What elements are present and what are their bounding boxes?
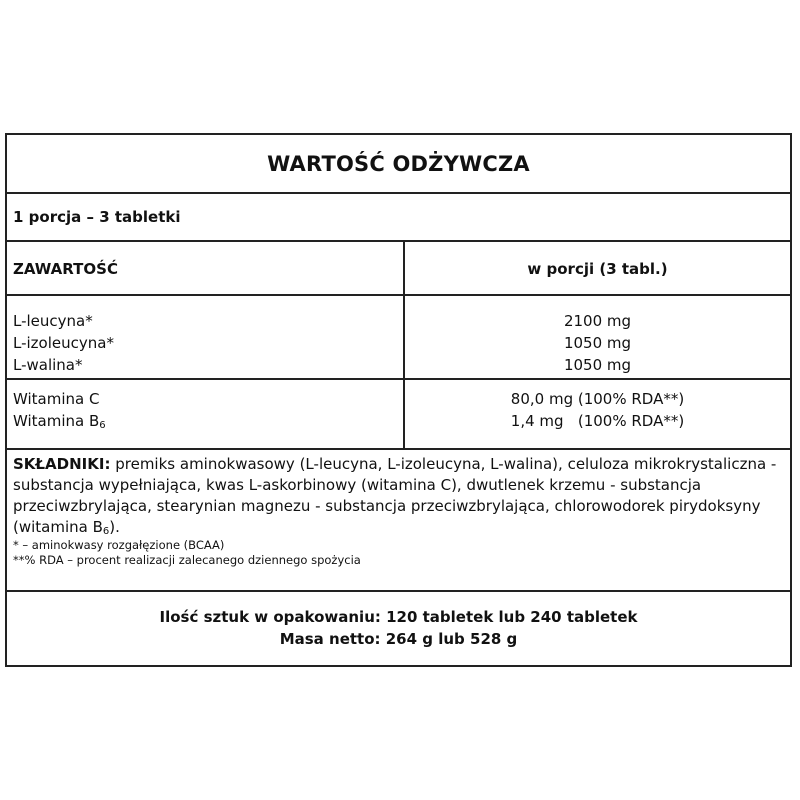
column-header-row — [7, 240, 790, 294]
ingredients-b6-subscript: 6 — [102, 526, 110, 537]
vitamins-row — [7, 378, 790, 448]
amino-value-valine: 1050 mg — [563, 356, 632, 374]
nutrition-table — [5, 133, 792, 667]
amino-name-valine: L-walina* — [13, 356, 83, 374]
vitamin-b6-subscript: 6 — [99, 420, 106, 431]
amino-acids-row — [7, 294, 790, 378]
column-header-content: ZAWARTOŚĆ — [7, 242, 405, 294]
packaging-section — [7, 590, 790, 665]
amino-acid-values — [405, 296, 790, 378]
ingredients-list: premiks aminokwasowy (L-leucyna, L-izoleucyna, L-walina), celuloza mikrokrystaliczna - substancja wypełniająca, kwas L-askorbinowy (witamina C), dwutlenek krzemu - substancja przeciwzbrylająca, stearynian magnezu - substancja przeciwzbrylająca, chlorowodorek pirydoksyny (witamina B — [13, 455, 777, 536]
portion-info: 1 porcja – 3 tabletki — [7, 192, 790, 240]
vitamin-c-value: 80,0 mg (100% RDA**) — [510, 390, 685, 408]
package-quantity: Ilość sztuk w opakowaniu: 120 tabletek lub 240 tabletek — [159, 608, 638, 626]
vitamin-b6-name-text: Witamina B — [13, 412, 100, 430]
ingredients-end: ). — [109, 518, 120, 536]
column-header-per-serving: w porcji (3 tabl.) — [527, 260, 668, 278]
footnote-rda: **% RDA – procent realizacji zalecanego dziennego spożycia — [13, 553, 361, 567]
amino-name-isoleucine: L-izoleucyna* — [13, 334, 114, 352]
net-weight: Masa netto: 264 g lub 528 g — [279, 630, 518, 648]
table-title: WARTOŚĆ ODŻYWCZA — [267, 151, 530, 176]
ingredients-text — [13, 454, 782, 538]
amino-value-leucine: 2100 mg — [563, 312, 632, 330]
amino-value-isoleucine: 1050 mg — [563, 334, 632, 352]
vitamin-b6-value: 1,4 mg (100% RDA**) — [510, 412, 685, 430]
vitamin-c-name: Witamina C — [13, 390, 100, 408]
ingredients-section — [7, 448, 790, 590]
ingredients-label: SKŁADNIKI: — [13, 455, 111, 473]
vitamin-values — [405, 380, 790, 448]
vitamin-b6-name — [13, 410, 403, 432]
footnote-bcaa: * – aminokwasy rozgałęzione (BCAA) — [13, 538, 225, 552]
amino-acid-names — [7, 296, 405, 378]
vitamin-names — [7, 380, 405, 448]
amino-name-leucine: L-leucyna* — [13, 312, 93, 330]
